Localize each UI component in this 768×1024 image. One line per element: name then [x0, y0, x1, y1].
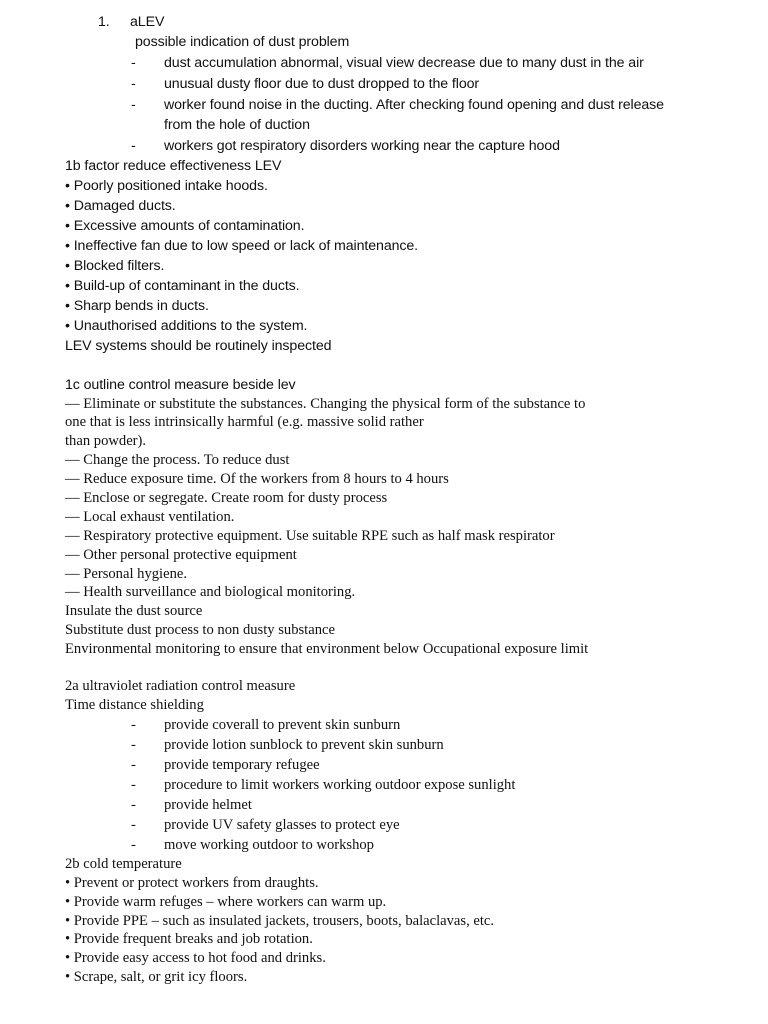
dash-marker: -: [131, 55, 136, 71]
control-line: — Local exhaust ventilation.: [65, 509, 235, 525]
section-1b-note: LEV systems should be routinely inspected: [65, 338, 332, 354]
bullet-item: • Sharp bends in ducts.: [65, 298, 209, 314]
list-item: provide coverall to prevent skin sunburn: [164, 717, 401, 733]
dash-marker: -: [131, 717, 136, 733]
bullet-item: • Provide easy access to hot food and drinks.: [65, 950, 326, 966]
list-item: provide UV safety glasses to protect eye: [164, 817, 400, 833]
list-item: move working outdoor to workshop: [164, 837, 374, 853]
section-1a-subtitle: possible indication of dust problem: [135, 34, 350, 50]
list-item: procedure to limit workers working outdoor expose sunlight: [164, 777, 516, 793]
dash-marker: -: [131, 737, 136, 753]
dash-marker: -: [131, 76, 136, 92]
bullet-item: • Poorly positioned intake hoods.: [65, 178, 268, 194]
control-line: — Eliminate or substitute the substances. Changing the physical form of the substance to: [65, 396, 586, 412]
bullet-item: • Prevent or protect workers from draughts.: [65, 875, 319, 891]
dash-marker: -: [131, 97, 136, 113]
control-line: than powder).: [65, 433, 147, 449]
dash-marker: -: [131, 797, 136, 813]
section-1b-heading: 1b factor reduce effectiveness LEV: [65, 158, 282, 174]
bullet-item: • Unauthorised additions to the system.: [65, 318, 308, 334]
control-line: — Reduce exposure time. Of the workers from 8 hours to 4 hours: [65, 471, 449, 487]
list-number: 1.: [98, 14, 110, 30]
section-2b-heading: 2b cold temperature: [65, 856, 182, 872]
control-line: one that is less intrinsically harmful (e.g. massive solid rather: [65, 414, 424, 430]
bullet-item: • Scrape, salt, or grit icy floors.: [65, 969, 248, 985]
section-1c-heading: 1c outline control measure beside lev: [65, 377, 296, 393]
bullet-item: • Build-up of contaminant in the ducts.: [65, 278, 300, 294]
control-line: — Change the process. To reduce dust: [65, 452, 290, 468]
bullet-item: • Damaged ducts.: [65, 198, 176, 214]
bullet-item: • Ineffective fan due to low speed or lack of maintenance.: [65, 238, 419, 254]
section-2a-subheading: Time distance shielding: [65, 697, 204, 713]
list-item: provide lotion sunblock to prevent skin sunburn: [164, 737, 444, 753]
bullet-item: • Provide PPE – such as insulated jackets, trousers, boots, balaclavas, etc.: [65, 913, 495, 929]
control-line: — Personal hygiene.: [65, 566, 187, 582]
dash-marker: -: [131, 817, 136, 833]
bullet-item: • Provide warm refuges – where workers can warm up.: [65, 894, 387, 910]
control-line: — Other personal protective equipment: [65, 547, 297, 563]
control-line: Insulate the dust source: [65, 603, 203, 619]
control-line: — Enclose or segregate. Create room for dusty process: [65, 490, 388, 506]
section-1a-title: aLEV: [130, 14, 165, 30]
bullet-item: • Excessive amounts of contamination.: [65, 218, 305, 234]
list-item: unusual dusty floor due to dust dropped to the floor: [164, 76, 480, 92]
control-line: — Health surveillance and biological monitoring.: [65, 584, 356, 600]
control-line: — Respiratory protective equipment. Use suitable RPE such as half mask respirator: [65, 528, 555, 544]
list-item: provide temporary refugee: [164, 757, 320, 773]
list-item: workers got respiratory disorders working near the capture hood: [164, 138, 560, 154]
control-line: Environmental monitoring to ensure that environment below Occupational exposure limit: [65, 641, 589, 657]
control-line: Substitute dust process to non dusty substance: [65, 622, 335, 638]
list-item: worker found noise in the ducting. After checking found opening and dust release: [164, 97, 664, 113]
section-2a-heading: 2a ultraviolet radiation control measure: [65, 678, 296, 694]
dash-marker: -: [131, 777, 136, 793]
dash-marker: -: [131, 138, 136, 154]
bullet-item: • Blocked filters.: [65, 258, 165, 274]
bullet-item: • Provide frequent breaks and job rotation.: [65, 931, 313, 947]
list-item: provide helmet: [164, 797, 252, 813]
dash-marker: -: [131, 757, 136, 773]
dash-marker: -: [131, 837, 136, 853]
list-item: dust accumulation abnormal, visual view decrease due to many dust in the air: [164, 55, 644, 71]
list-item-continuation: from the hole of duction: [164, 117, 310, 133]
